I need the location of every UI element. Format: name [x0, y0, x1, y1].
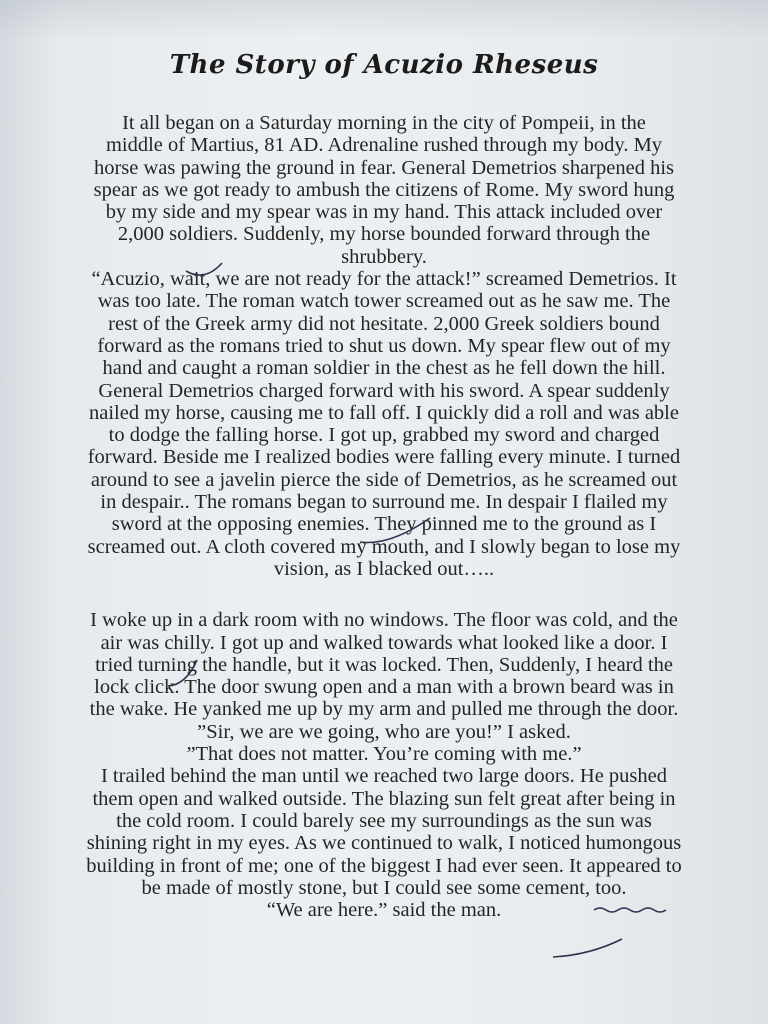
- text-line: be made of mostly stone, but I could see some cement, too.: [141, 876, 627, 899]
- text-line: General Demetrios charged forward with his sword. A spear suddenly: [98, 379, 670, 402]
- text-line: rest of the Greek army did not hesitate. 2,000 Greek soldiers bound: [108, 312, 660, 335]
- text-line: spear as we got ready to ambush the citizens of Rome. My sword hung: [93, 178, 675, 201]
- text-line: forward. Beside me I realized bodies were falling every minute. I turned: [87, 446, 681, 469]
- text-line: shrubbery.: [341, 245, 427, 268]
- text-line: vision, as I blacked out…..: [273, 557, 495, 580]
- text-line: “We are here.” said the man.: [266, 899, 502, 922]
- text-line: I trailed behind the man until we reached two large doors. He pushed: [100, 765, 668, 788]
- pen-mark-cement: [553, 939, 622, 957]
- text-line: It all began on a Saturday morning in the city of Pompeii, in the: [122, 112, 646, 134]
- text-line: them open and walked outside. The blazing sun felt great after being in: [92, 787, 676, 810]
- text-line: horse was pawing the ground in fear. General Demetrios sharpened his: [93, 156, 675, 179]
- text-line: air was chilly. I got up and walked towards what looked like a door. I: [100, 631, 668, 654]
- text-line: was too late. The roman watch tower screamed out as he saw me. The: [97, 290, 671, 313]
- text-line: screamed out. A cloth covered my mouth, and I slowly began to lose my: [87, 535, 681, 558]
- text-line: 2,000 soldiers. Suddenly, my horse bounded forward through the: [117, 223, 651, 246]
- story-title: The Story of Acuzio Rheseus: [169, 50, 599, 80]
- text-line: ”That does not matter. You’re coming with me.”: [186, 743, 582, 766]
- text-line: sword at the opposing enemies. They pinned me to the ground as I: [111, 513, 657, 536]
- paragraph-gap: [58, 580, 710, 609]
- text-line: I woke up in a dark room with no windows. The floor was cold, and the: [90, 609, 678, 632]
- text-line: tried turning the handle, but it was locked. Then, Suddenly, I heard the: [95, 653, 673, 676]
- text-line: in despair.. The romans began to surround me. In despair I flailed my: [100, 491, 668, 514]
- text-line: the cold room. I could barely see my surroundings as the sun was: [116, 809, 652, 832]
- text-line: hand and caught a roman soldier in the chest as he fell down the hill.: [102, 357, 666, 380]
- text-line: around to see a javelin pierce the side of Demetrios, as he screamed out: [90, 468, 678, 491]
- text-line: nailed my horse, causing me to fall off. I quickly did a roll and was able: [89, 401, 679, 424]
- page-shadow: [0, 0, 768, 40]
- text-line: by my side and my spear was in my hand. This attack included over: [105, 201, 663, 224]
- text-line: forward as the romans tried to shut us down. My spear flew out of my: [97, 334, 671, 357]
- text-line: building in front of me; one of the biggest I had ever seen. It appeared to: [86, 854, 682, 877]
- text-line: middle of Martius, 81 AD. Adrenaline rushed through my body. My: [105, 134, 663, 157]
- text-line: “Acuzio, wait, we are not ready for the attack!” screamed Demetrios. It: [91, 268, 677, 291]
- text-line: to dodge the falling horse. I got up, grabbed my sword and charged: [108, 424, 660, 447]
- text-line: the wake. He yanked me up by my arm and pulled me through the door.: [89, 698, 679, 721]
- text-line: shining right in my eyes. As we continued to walk, I noticed humongous: [86, 832, 682, 855]
- text-line: lock click. The door swung open and a man with a brown beard was in: [94, 676, 674, 699]
- text-line: ”Sir, we are we going, who are you!” I asked.: [197, 720, 571, 743]
- story-body: [58, 112, 710, 921]
